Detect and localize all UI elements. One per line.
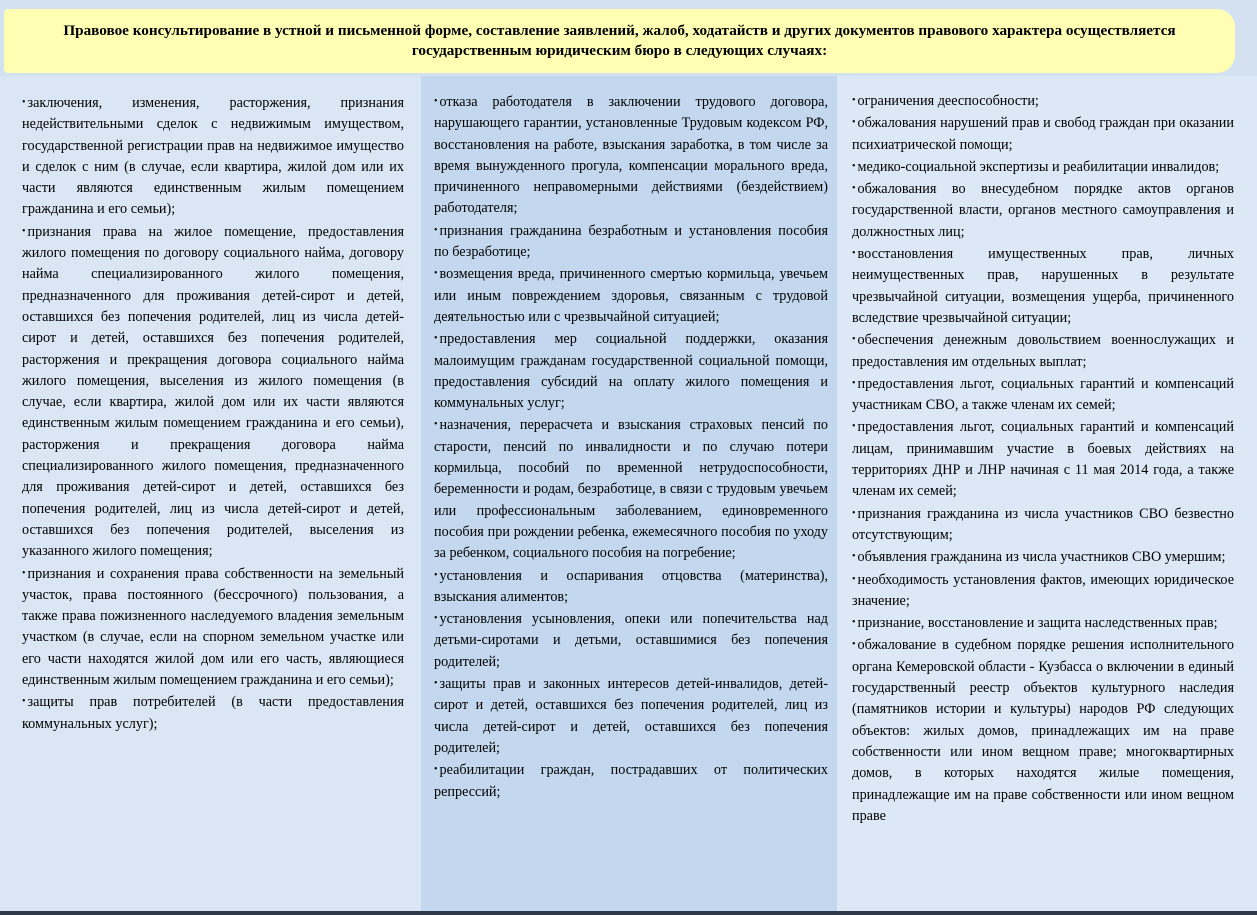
- list-item-text: предоставления льгот, социальных гарантий и компенсаций участникам СВО, а также членам их семей;: [852, 375, 1234, 414]
- list-item-text: признание, восстановление и защита наследственных прав;: [857, 615, 1218, 632]
- bullet-icon: •: [22, 696, 26, 708]
- list-item-text: обжалования во внесудебном порядке актов органов государственной власти, органов местного самоуправления и должностных лиц;: [852, 181, 1234, 240]
- list-item-text: признания гражданина безработным и установления пособия по безработице;: [434, 222, 828, 261]
- list-item-text: объявления гражданина из числа участников СВО умершим;: [857, 549, 1226, 566]
- bullet-icon: •: [22, 567, 26, 579]
- list-item-text: установления и оспаривания отцовства (материнства), взыскания алиментов;: [434, 567, 828, 605]
- bullet-icon: •: [852, 507, 856, 519]
- list-item: [22, 563, 404, 692]
- list-item: [852, 329, 1234, 373]
- list-item: [434, 220, 828, 264]
- list-item: [852, 612, 1234, 634]
- list-item-text: признания гражданина из числа участников СВО безвестно отсутствующим;: [852, 505, 1234, 543]
- bullet-icon: •: [852, 183, 856, 195]
- list-item: [22, 691, 404, 735]
- list-item: [852, 90, 1234, 112]
- list-item-text: защиты прав потребителей (в части предоставления коммунальных услуг);: [22, 694, 404, 732]
- list-item: [434, 673, 828, 759]
- bullet-icon: •: [434, 268, 438, 280]
- bullet-icon: •: [434, 678, 438, 690]
- list-item: [22, 92, 404, 221]
- bullet-icon: •: [852, 573, 856, 585]
- bullet-icon: •: [434, 96, 438, 107]
- header-banner: [0, 0, 1257, 76]
- list-item-text: медико-социальной экспертизы и реабилитации инвалидов;: [857, 158, 1220, 175]
- bullet-icon: •: [852, 160, 856, 172]
- list-item-text: назначения, перерасчета и взыскания страховых пенсий по старости, пенсий по инвалидности и по случаю потери кормильца, пособий по временной нетрудоспособности, беременности и родам, безработице, в связи с трудовым увечьем или профессиональным заболеванием, единовременного пособия при рождении ребенка, ежемесячного пособия по уходу за ребенком, социального пособия на погребение;: [434, 417, 828, 562]
- bullet-icon: •: [852, 248, 856, 260]
- list-item: [852, 373, 1234, 417]
- page-title: [4, 9, 1235, 73]
- list-item: [852, 503, 1234, 547]
- list-item-text: обжалование в судебном порядке решения исполнительного органа Кемеровской области - Кузбасса о включении в единый государственный реестр объектов культурного наследия (памятников истории и культуры) народов РФ следующих объектов: жилых домов, принадлежащих им на праве собственности или ином вещном праве; многоквартирных домов, в которых находятся жилые помещения, принадлежащие им на праве собственности или ином вещном праве: [852, 637, 1234, 824]
- bullet-icon: •: [852, 551, 856, 563]
- bullet-icon: •: [434, 419, 438, 431]
- bullet-icon: •: [434, 764, 438, 776]
- list-item: [852, 634, 1234, 827]
- list-item: [22, 221, 404, 563]
- list-item: [434, 414, 828, 564]
- list-item-text: ограничения дееспособности;: [857, 93, 1039, 109]
- list-item-text: признания и сохранения права собственности на земельный участок, права постоянного (бессрочного) пользования, а также права пожизненного наследуемого владения земельным участком (в случае, если на спорном земельном участке или его части находятся жилой дом или его часть, являющиеся единственным жилым помещением гражданина и его семьи);: [22, 565, 404, 689]
- bullet-icon: •: [852, 95, 856, 106]
- bullet-icon: •: [434, 224, 438, 236]
- list-item: [852, 243, 1234, 329]
- bullet-icon: •: [852, 639, 856, 651]
- list-item: [852, 156, 1234, 178]
- bullet-icon: •: [22, 97, 26, 108]
- bullet-icon: •: [852, 117, 856, 129]
- list-item: [434, 263, 828, 328]
- list-item: [852, 416, 1234, 502]
- list-item: [852, 178, 1234, 243]
- bullet-icon: •: [434, 333, 438, 345]
- list-item-text: предоставления мер социальной поддержки, оказания малоимущим гражданам государственной социальной помощи, предоставления субсидий на оплату жилого помещения и коммунальных услуг;: [434, 331, 828, 412]
- list-item-text: реабилитации граждан, пострадавших от политических репрессий;: [434, 762, 828, 800]
- list-item-text: возмещения вреда, причиненного смертью кормильца, увечьем или иным повреждением здоровья, связанным с трудовой деятельностью или с чрезвычайной ситуацией;: [434, 266, 828, 325]
- list-item: [852, 546, 1234, 568]
- list-item-text: необходимость установления фактов, имеющих юридическое значение;: [852, 571, 1234, 609]
- list-item: [852, 569, 1234, 613]
- list-item-text: установления усыновления, опеки или попечительства над детьми-сиротами и детьми, оставшимися без попечения родителей;: [434, 611, 828, 670]
- bullet-icon: •: [852, 617, 856, 629]
- list-item-text: отказа работодателя в заключении трудового договора, нарушающего гарантии, установленные Трудовым кодексом РФ, восстановления на работе, взыскания заработка, в том числе за время вынужденного прогула, компенсации морального вреда, причиненного неправомерными действиями (бездействием) работодателя;: [434, 94, 828, 217]
- list-item-text: признания права на жилое помещение, предоставления жилого помещения по договору социального найма, договору найма специализированного жилого помещения, предназначенного для проживания детей-сирот и детей, оставшихся без попечения родителей, лиц из числа детей-сирот и детей, оставшихся без попечения родителей, расторжения и прекращения договора социального найма жилого помещения, выселения из жилого помещения (в случае, если квартира, жилой дом или их части являются единственным жилым помещением гражданина и его семьи), расторжения и прекращения договора найма специализированного жилого помещения, предназначенного для проживания детей-сирот и детей, оставшихся без попечения родителей, лиц из числа детей-сирот и детей, оставшихся без попечения родителей, выселения из указанного жилого помещения;: [22, 223, 404, 560]
- bottom-border: [0, 911, 1257, 915]
- list-item: [434, 91, 828, 220]
- column-rights-svo: [837, 76, 1257, 915]
- list-item: [434, 328, 828, 414]
- column-housing-land: [0, 76, 421, 915]
- bullet-icon: •: [852, 334, 856, 346]
- list-item-text: обжалования нарушений прав и свобод граждан при оказании психиатрической помощи;: [852, 115, 1234, 153]
- list-item: [434, 759, 828, 803]
- bullet-icon: •: [852, 421, 856, 433]
- page-title-text: Правовое консультирование в устной и письменной форме, составление заявлений, жалоб, ходатайств и других документов правового характера осуществляется государственным юридическим бюро в следующих случаях:: [63, 22, 1176, 59]
- list-item: [434, 565, 828, 609]
- list-item-text: заключения, изменения, расторжения, признания недействительными сделок с недвижимым имуществом, государственной регистрации прав на недвижимое имущество и сделок с ним (в случае, если квартира, жилой дом или их части являются единственным жилым помещением гражданина и его семьи);: [22, 95, 404, 218]
- list-item-text: восстановления имущественных прав, личных неимущественных прав, нарушенных в результате чрезвычайной ситуации, возмещения ущерба, причиненного вследствие чрезвычайной ситуации;: [852, 246, 1234, 326]
- bullet-icon: •: [434, 613, 438, 625]
- bullet-icon: •: [852, 377, 856, 389]
- list-item-text: обеспечения денежным довольствием военнослужащих и предоставления им отдельных выплат;: [852, 332, 1234, 370]
- list-item: [434, 608, 828, 673]
- bullet-icon: •: [22, 225, 26, 237]
- bullet-icon: •: [434, 569, 438, 581]
- list-item-text: защиты прав и законных интересов детей-инвалидов, детей-сирот и детей, оставшихся без попечения родителей, лиц из числа детей-сирот и детей, оставшихся без попечения родителей;: [434, 676, 828, 756]
- column-labor-social: [421, 76, 837, 915]
- list-item: [852, 112, 1234, 156]
- list-item-text: предоставления льгот, социальных гарантий и компенсаций лицам, принимавшим участие в боевых действиях на территориях ДНР и ЛНР начиная с 11 мая 2014 года, а также членам их семей;: [852, 419, 1234, 500]
